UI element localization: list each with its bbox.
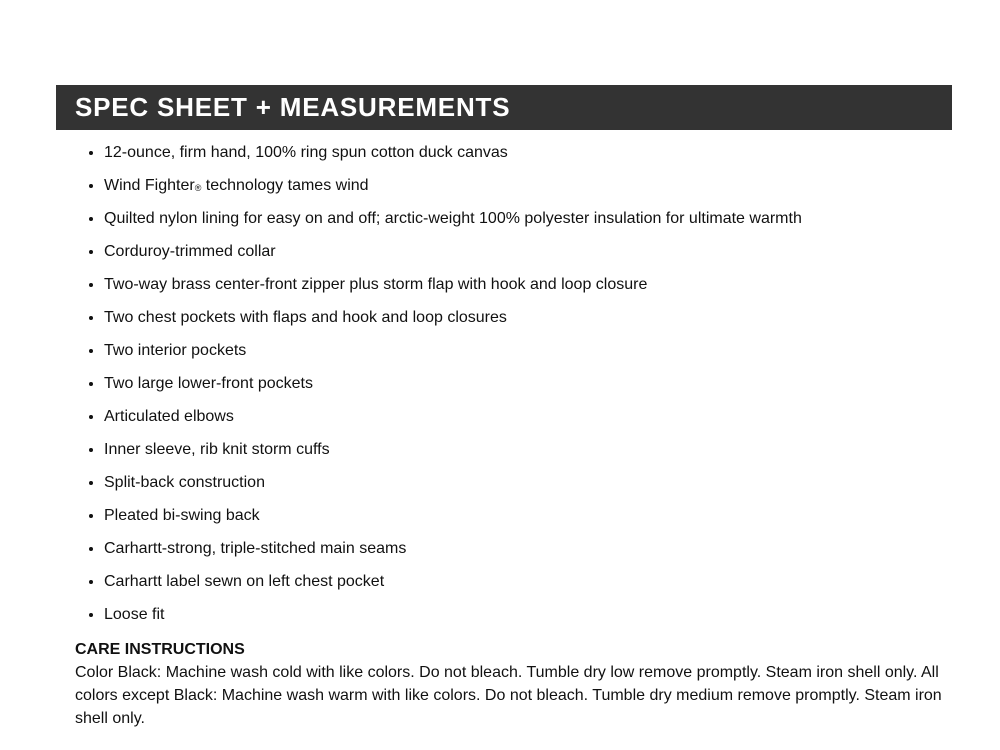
feature-item bbox=[75, 138, 955, 171]
feature-text: Two chest pockets with flaps and hook and loop closures bbox=[104, 309, 507, 326]
bullet-icon bbox=[89, 613, 93, 617]
feature-item bbox=[75, 303, 955, 336]
feature-item bbox=[75, 468, 955, 501]
bullet-icon bbox=[89, 151, 93, 155]
feature-text: Corduroy-trimmed collar bbox=[104, 243, 276, 260]
feature-item bbox=[75, 567, 955, 600]
bullet-icon bbox=[89, 415, 93, 419]
feature-text: Two-way brass center-front zipper plus storm flap with hook and loop closure bbox=[104, 276, 648, 293]
bullet-icon bbox=[89, 514, 93, 518]
feature-text: Articulated elbows bbox=[104, 408, 234, 425]
feature-text: Split-back construction bbox=[104, 474, 265, 491]
registered-mark: ® bbox=[194, 183, 202, 193]
feature-text: Carhartt-strong, triple-stitched main seams bbox=[104, 540, 407, 557]
care-instructions bbox=[75, 639, 945, 730]
feature-item bbox=[75, 237, 955, 270]
feature-text: Carhartt label sewn on left chest pocket bbox=[104, 573, 385, 590]
feature-text: Two large lower-front pockets bbox=[104, 375, 313, 392]
bullet-icon bbox=[89, 481, 93, 485]
feature-text: Loose fit bbox=[104, 606, 165, 623]
bullet-icon bbox=[89, 382, 93, 386]
bullet-icon bbox=[89, 283, 93, 287]
feature-text: Quilted nylon lining for easy on and off; arctic-weight 100% polyester insulation for ultimate warmth bbox=[104, 210, 802, 227]
bullet-icon bbox=[89, 217, 93, 221]
feature-text-before: Wind Fighter bbox=[104, 177, 195, 194]
feature-item bbox=[75, 600, 955, 633]
bullet-icon bbox=[89, 448, 93, 452]
feature-text: Two interior pockets bbox=[104, 342, 247, 359]
feature-text: Inner sleeve, rib knit storm cuffs bbox=[104, 441, 330, 458]
feature-item bbox=[75, 369, 955, 402]
spec-sheet-header bbox=[56, 85, 952, 130]
feature-item bbox=[75, 336, 955, 369]
feature-item bbox=[75, 534, 955, 567]
feature-text-after: technology tames wind bbox=[201, 177, 369, 194]
bullet-icon bbox=[89, 250, 93, 254]
bullet-icon bbox=[89, 547, 93, 551]
bullet-icon bbox=[89, 580, 93, 584]
feature-list bbox=[75, 138, 955, 633]
feature-item bbox=[75, 402, 955, 435]
feature-item bbox=[75, 204, 955, 237]
feature-text: 12-ounce, firm hand, 100% ring spun cotton duck canvas bbox=[104, 144, 508, 161]
feature-text: Pleated bi-swing back bbox=[104, 507, 260, 524]
care-instructions-text: Color Black: Machine wash cold with like colors. Do not bleach. Tumble dry low remove promptly. Steam iron shell only. All colors except Black: Machine wash warm with like colors. Do not bleach. Tumble dry medium remove promptly. Steam iron shell only. bbox=[75, 664, 942, 727]
feature-item bbox=[75, 501, 955, 534]
feature-item bbox=[75, 435, 955, 468]
bullet-icon bbox=[89, 316, 93, 320]
page-title: SPEC SHEET + MEASUREMENTS bbox=[75, 92, 511, 122]
bullet-icon bbox=[89, 349, 93, 353]
feature-item bbox=[75, 270, 955, 303]
care-instructions-title: CARE INSTRUCTIONS bbox=[75, 641, 245, 658]
bullet-icon bbox=[89, 184, 93, 188]
feature-item bbox=[75, 171, 955, 204]
